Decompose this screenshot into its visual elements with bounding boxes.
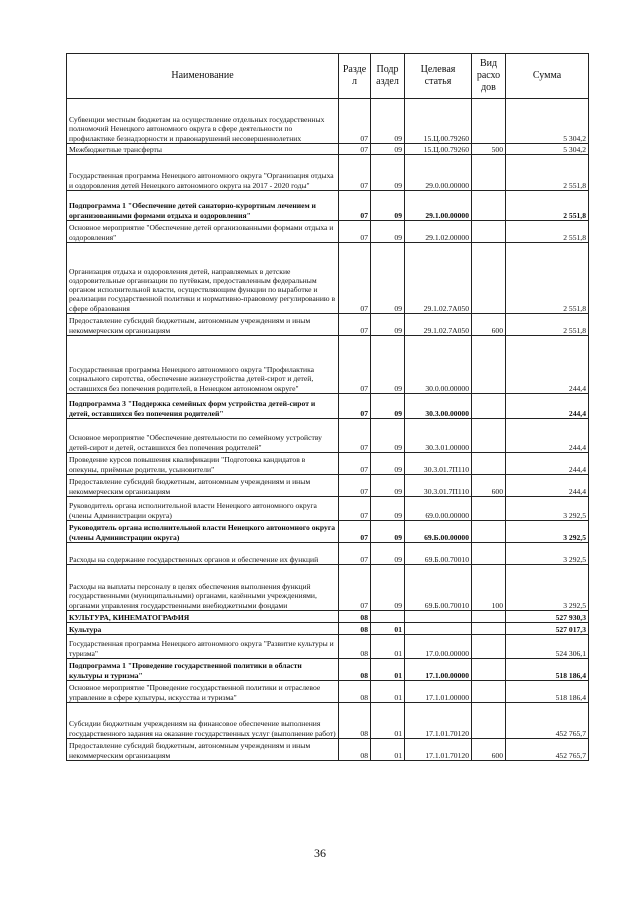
cell-razdel: 07 xyxy=(339,99,371,144)
cell-razdel: 07 xyxy=(339,336,371,394)
cell-razdel: 07 xyxy=(339,453,371,475)
cell-razdel: 07 xyxy=(339,475,371,497)
cell-vid: 500 xyxy=(472,144,506,155)
cell-name: КУЛЬТУРА, КИНЕМАТОГРАФИЯ xyxy=(67,611,339,623)
budget-table xyxy=(66,53,589,761)
cell-razdel: 08 xyxy=(339,739,371,761)
cell-target: 17.1.00.00000 xyxy=(405,659,472,681)
cell-razdel: 08 xyxy=(339,703,371,739)
cell-target: 30.3.01.00000 xyxy=(405,419,472,453)
cell-sum: 524 306,1 xyxy=(506,635,589,659)
cell-target: 30.0.00.00000 xyxy=(405,336,472,394)
cell-razdel: 08 xyxy=(339,623,371,635)
table-row xyxy=(67,623,589,635)
cell-razdel: 07 xyxy=(339,144,371,155)
cell-podrazdel: 01 xyxy=(371,635,405,659)
cell-podrazdel: 09 xyxy=(371,419,405,453)
table-row xyxy=(67,739,589,761)
cell-target: 29.1.02.00000 xyxy=(405,221,472,243)
cell-target: 17.0.00.00000 xyxy=(405,635,472,659)
cell-target: 69.Б.00.70010 xyxy=(405,543,472,565)
table-row xyxy=(67,144,589,155)
cell-sum: 244,4 xyxy=(506,336,589,394)
cell-sum: 5 304,2 xyxy=(506,99,589,144)
cell-vid xyxy=(472,336,506,394)
cell-target: 29.1.02.7А050 xyxy=(405,314,472,336)
table-row xyxy=(67,155,589,191)
cell-target: 15.Ц.00.79260 xyxy=(405,144,472,155)
table-row xyxy=(67,221,589,243)
cell-razdel: 07 xyxy=(339,394,371,419)
cell-vid xyxy=(472,659,506,681)
cell-podrazdel: 09 xyxy=(371,565,405,611)
header-target: Целевая статья xyxy=(405,54,472,99)
cell-sum: 3 292,5 xyxy=(506,543,589,565)
cell-sum: 3 292,5 xyxy=(506,565,589,611)
cell-podrazdel: 01 xyxy=(371,739,405,761)
header-podrazdel: Подр аздел xyxy=(371,54,405,99)
table-row xyxy=(67,475,589,497)
table-row xyxy=(67,394,589,419)
cell-razdel: 07 xyxy=(339,565,371,611)
table-row xyxy=(67,521,589,543)
cell-sum: 244,4 xyxy=(506,475,589,497)
cell-name: Подпрограмма 1 "Проведение государственной политики в области культуры и туризма" xyxy=(67,659,339,681)
cell-target: 29.1.02.7А050 xyxy=(405,243,472,314)
cell-podrazdel: 01 xyxy=(371,659,405,681)
cell-name: Расходы на выплаты персоналу в целях обеспечения выполнения функций государственными (муниципальными) органами, казёнными учреждениями, органами управления государственными внебюджетными фондами xyxy=(67,565,339,611)
cell-sum: 518 186,4 xyxy=(506,659,589,681)
cell-podrazdel: 09 xyxy=(371,221,405,243)
cell-vid xyxy=(472,99,506,144)
cell-name: Основное мероприятие "Обеспечение детей организованными формами отдыха и оздоровления" xyxy=(67,221,339,243)
cell-sum: 244,4 xyxy=(506,394,589,419)
cell-razdel: 07 xyxy=(339,191,371,221)
cell-target xyxy=(405,623,472,635)
cell-target: 69.Б.00.70010 xyxy=(405,565,472,611)
cell-razdel: 08 xyxy=(339,681,371,703)
cell-target: 15.Ц.00.79260 xyxy=(405,99,472,144)
cell-razdel: 08 xyxy=(339,611,371,623)
cell-sum: 2 551,8 xyxy=(506,221,589,243)
cell-podrazdel: 09 xyxy=(371,497,405,521)
cell-sum: 244,4 xyxy=(506,419,589,453)
cell-razdel: 07 xyxy=(339,543,371,565)
cell-target: 17.1.01.70120 xyxy=(405,703,472,739)
table-row xyxy=(67,565,589,611)
cell-sum: 452 765,7 xyxy=(506,739,589,761)
cell-sum: 5 304,2 xyxy=(506,144,589,155)
cell-podrazdel: 09 xyxy=(371,243,405,314)
cell-sum: 3 292,5 xyxy=(506,497,589,521)
header-name: Наименование xyxy=(67,54,339,99)
cell-vid: 600 xyxy=(472,475,506,497)
table-row xyxy=(67,453,589,475)
cell-name: Культура xyxy=(67,623,339,635)
cell-podrazdel: 09 xyxy=(371,394,405,419)
cell-target: 30.3.01.7П110 xyxy=(405,475,472,497)
cell-target: 30.3.00.00000 xyxy=(405,394,472,419)
cell-name: Государственная программа Ненецкого автономного округа "Развитие культуры и туризма" xyxy=(67,635,339,659)
cell-vid xyxy=(472,394,506,419)
cell-vid xyxy=(472,681,506,703)
table-row xyxy=(67,611,589,623)
cell-podrazdel: 01 xyxy=(371,703,405,739)
cell-target: 30.3.01.7П110 xyxy=(405,453,472,475)
cell-name: Предоставление субсидий бюджетным, автономным учреждениям и иным некоммерческим организациям xyxy=(67,314,339,336)
table-row xyxy=(67,635,589,659)
cell-sum: 452 765,7 xyxy=(506,703,589,739)
table-row xyxy=(67,336,589,394)
table-row xyxy=(67,681,589,703)
cell-name: Субсидии бюджетным учреждениям на финансовое обеспечение выполнения государственного задания на оказание государственных услуг (выполнение работ) xyxy=(67,703,339,739)
cell-name: Межбюджетные трансферты xyxy=(67,144,339,155)
cell-vid xyxy=(472,521,506,543)
cell-podrazdel: 09 xyxy=(371,453,405,475)
table-row xyxy=(67,99,589,144)
table-row xyxy=(67,497,589,521)
cell-podrazdel: 01 xyxy=(371,681,405,703)
cell-name: Основное мероприятие "Проведение государственной политики и отраслевое управление в сфере культуры, искусства и туризма" xyxy=(67,681,339,703)
cell-vid xyxy=(472,419,506,453)
page-number: 36 xyxy=(314,846,326,860)
cell-name: Подпрограмма 1 "Обеспечение детей санаторно-курортным лечением и организованными формами отдыха и оздоровления" xyxy=(67,191,339,221)
cell-name: Субвенции местным бюджетам на осуществление отдельных государственных полномочий Ненецкого автономного округа в сфере деятельности по профилактике безнадзорности и правонарушений несовершеннолетних xyxy=(67,99,339,144)
cell-vid xyxy=(472,221,506,243)
cell-target: 29.1.00.00000 xyxy=(405,191,472,221)
table-row xyxy=(67,419,589,453)
cell-vid xyxy=(472,543,506,565)
cell-vid xyxy=(472,191,506,221)
cell-sum: 3 292,5 xyxy=(506,521,589,543)
cell-razdel: 07 xyxy=(339,314,371,336)
cell-name: Государственная программа Ненецкого автономного округа "Организация отдыха и оздоровления детей Ненецкого автономного округа на 2017 - 2020 годы" xyxy=(67,155,339,191)
header-razdel: Разде л xyxy=(339,54,371,99)
cell-vid xyxy=(472,611,506,623)
cell-vid xyxy=(472,243,506,314)
cell-vid: 100 xyxy=(472,565,506,611)
cell-podrazdel: 09 xyxy=(371,543,405,565)
cell-name: Предоставление субсидий бюджетным, автономным учреждениям и иным некоммерческим организациям xyxy=(67,475,339,497)
cell-podrazdel: 09 xyxy=(371,521,405,543)
cell-podrazdel: 09 xyxy=(371,155,405,191)
cell-razdel: 08 xyxy=(339,659,371,681)
cell-sum: 2 551,8 xyxy=(506,243,589,314)
cell-vid xyxy=(472,453,506,475)
cell-vid: 600 xyxy=(472,739,506,761)
header-vid: Вид расхо дов xyxy=(472,54,506,99)
cell-sum: 518 186,4 xyxy=(506,681,589,703)
cell-name: Руководитель органа исполнительной власти Ненецкого автономного округа (члены Администрации округа) xyxy=(67,497,339,521)
cell-target xyxy=(405,611,472,623)
table-row xyxy=(67,703,589,739)
table-row xyxy=(67,243,589,314)
cell-razdel: 07 xyxy=(339,497,371,521)
cell-sum: 2 551,8 xyxy=(506,191,589,221)
cell-target: 29.0.00.00000 xyxy=(405,155,472,191)
cell-sum: 527 930,3 xyxy=(506,611,589,623)
table-row xyxy=(67,543,589,565)
cell-razdel: 08 xyxy=(339,635,371,659)
cell-razdel: 07 xyxy=(339,521,371,543)
cell-vid xyxy=(472,497,506,521)
cell-razdel: 07 xyxy=(339,221,371,243)
cell-name: Расходы на содержание государственных органов и обеспечение их функций xyxy=(67,543,339,565)
cell-vid xyxy=(472,635,506,659)
cell-target: 69.Б.00.00000 xyxy=(405,521,472,543)
cell-sum: 244,4 xyxy=(506,453,589,475)
cell-podrazdel: 09 xyxy=(371,99,405,144)
cell-vid: 600 xyxy=(472,314,506,336)
cell-name: Проведение курсов повышения квалификации "Подготовка кандидатов в опекуны, приёмные родители, усыновители" xyxy=(67,453,339,475)
table-header-row xyxy=(67,54,589,99)
cell-sum: 527 017,3 xyxy=(506,623,589,635)
cell-razdel: 07 xyxy=(339,419,371,453)
cell-podrazdel: 09 xyxy=(371,144,405,155)
cell-vid xyxy=(472,623,506,635)
cell-razdel: 07 xyxy=(339,243,371,314)
cell-name: Предоставление субсидий бюджетным, автономным учреждениям и иным некоммерческим организациям xyxy=(67,739,339,761)
cell-name: Руководитель органа исполнительной власти Ненецкого автономного округа (члены Администрации округа) xyxy=(67,521,339,543)
cell-podrazdel: 09 xyxy=(371,475,405,497)
cell-name: Государственная программа Ненецкого автономного округа "Профилактика социального сиротства, обеспечение жизнеустройства детей-сирот и детей, оставшихся без попечения родителей, в Ненецком автономном округе" xyxy=(67,336,339,394)
table-row xyxy=(67,191,589,221)
cell-target: 69.0.00.00000 xyxy=(405,497,472,521)
table-row xyxy=(67,314,589,336)
cell-podrazdel: 09 xyxy=(371,191,405,221)
cell-name: Основное мероприятие "Обеспечение деятельности по семейному устройству детей-сирот и детей, оставшихся без попечения родителей" xyxy=(67,419,339,453)
cell-sum: 2 551,8 xyxy=(506,155,589,191)
cell-name: Организация отдыха и оздоровления детей, направляемых в детские оздоровительные организации по путёвкам, предоставленным федеральным органом исполнительной власти, осуществляющим функции по выработке и реализации государственной политики и нормативно-правовому регулированию в сфере образования xyxy=(67,243,339,314)
cell-sum: 2 551,8 xyxy=(506,314,589,336)
cell-target: 17.1.01.00000 xyxy=(405,681,472,703)
cell-vid xyxy=(472,703,506,739)
cell-podrazdel: 09 xyxy=(371,336,405,394)
cell-vid xyxy=(472,155,506,191)
cell-podrazdel: 09 xyxy=(371,314,405,336)
cell-podrazdel: 01 xyxy=(371,623,405,635)
cell-podrazdel xyxy=(371,611,405,623)
cell-target: 17.1.01.70120 xyxy=(405,739,472,761)
cell-razdel: 07 xyxy=(339,155,371,191)
table-row xyxy=(67,659,589,681)
cell-name: Подпрограмма 3 "Поддержка семейных форм устройства детей-сирот и детей, оставшихся без попечения родителей" xyxy=(67,394,339,419)
header-sum: Сумма xyxy=(506,54,589,99)
